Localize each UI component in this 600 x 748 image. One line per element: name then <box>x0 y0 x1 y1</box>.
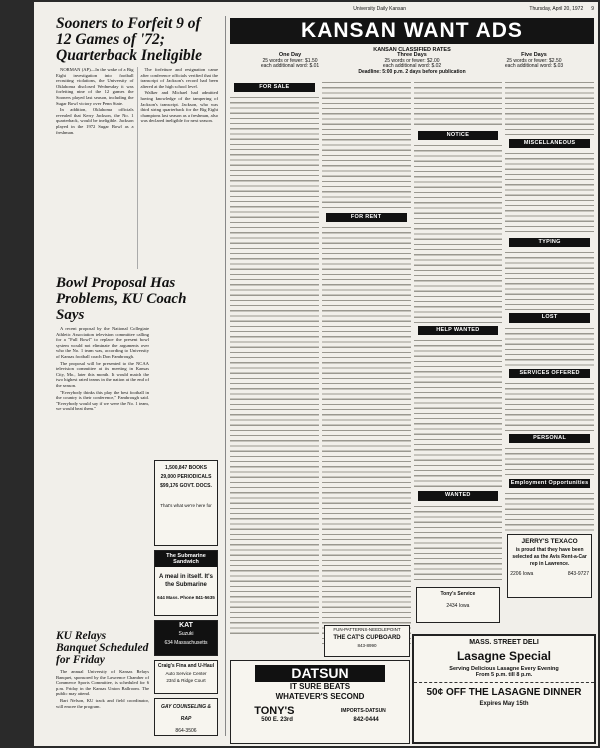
ad-text-block <box>414 338 503 488</box>
story2-body <box>56 326 149 626</box>
ad-line: A meal in itself. It's the Submarine <box>159 574 213 588</box>
ad-text-block <box>414 143 503 323</box>
ad-line: 644 Mass. Phone 841-5635 <box>157 595 215 600</box>
ad-line: TONY'S <box>254 705 295 717</box>
story1-headline: Sooners to Forfeit 9 of 12 Games of '72; Quarterback Ineligible <box>56 15 202 64</box>
ad-line: Expires May 15th <box>479 701 529 707</box>
classified-col-2 <box>322 80 411 648</box>
section-miscellaneous: MISCELLANEOUS <box>509 139 590 148</box>
ad-line: is proud that they have been selected as the Avis Rent-a-Car rep in Lawrence. <box>512 547 587 568</box>
ad-line: The Submarine Sandwich <box>155 551 217 567</box>
ad-text-block <box>505 250 594 310</box>
story3-paragraph: Bart Nelson, KU track and field coordinator, will emcee the program. <box>56 697 149 709</box>
ad-line: 634 Massachusetts <box>164 640 208 646</box>
ad-text-block <box>322 225 411 645</box>
ad-line: 500 E. 23rd <box>261 717 293 723</box>
column-rule <box>225 16 226 736</box>
kat-ad <box>154 620 218 656</box>
story2-headline: Bowl Proposal Has Problems, KU Coach Says <box>56 275 187 323</box>
rate-three-days <box>352 53 472 75</box>
ad-line: $99,176 GOVT. DOCS. <box>160 483 212 489</box>
story1-paragraph: The forfeiture and resignation came after conference officials verified that the transcript of Jackson's record had been altered at the high school level. <box>140 67 218 89</box>
ad-line: 23rd & Ridge Court <box>166 678 206 683</box>
ad-line: KAT <box>179 622 193 629</box>
section-wanted: WANTED <box>418 491 499 500</box>
ad-line: Lasagne Special <box>456 649 552 663</box>
datsun-footer <box>231 705 409 717</box>
rate-one-day <box>230 53 350 70</box>
section-notice: NOTICE <box>418 131 499 140</box>
rate-title: Five Days <box>521 52 547 58</box>
rate-line: 25 words or fewer: $2.50 <box>506 57 562 64</box>
rate-line: each additional word: $.01 <box>260 63 320 70</box>
tonys-service-ad <box>416 587 501 623</box>
ad-text-block <box>505 446 594 476</box>
deli-ad <box>412 634 596 744</box>
story2-paragraph: "Everybody thinks this play the best football in the country is their conference," Fambrough said. "Everybody would say if we were the No. 1 team, we would beat them." <box>56 389 149 412</box>
gay-counseling-ad <box>154 698 218 736</box>
ad-line: Serving Delicious Lasagne Every Evening <box>449 666 559 672</box>
story3-headline: KU Relays Banquet Scheduled for Friday <box>56 630 149 666</box>
ad-line: 2206 Iowa <box>510 571 534 578</box>
running-header <box>230 6 594 14</box>
rate-line: each additional word: $.03 <box>504 63 564 70</box>
ad-text-block <box>505 80 594 136</box>
ad-line: Suzuki <box>178 631 194 637</box>
classified-col-3 <box>414 80 503 648</box>
story1-body <box>56 67 218 269</box>
section-for-sale: FOR SALE <box>234 83 315 92</box>
ad-line: 864-3506 <box>175 728 197 734</box>
section-for-rent: FOR RENT <box>326 213 407 222</box>
story1-paragraph: NORMAN (AP)—In the wake of a Big Eight investigation into football recruiting violations, the University of Oklahoma disclosed Wednesday it was forfeiting nine of the 12 games the Sooners played last season, including the Sugar Bowl victory over Penn State. <box>56 67 134 106</box>
ad-line: 842-0444 <box>353 717 379 723</box>
ad-text-block <box>322 80 411 210</box>
library-ad <box>154 460 218 546</box>
rate-line: each additional word: $.02 <box>382 63 442 70</box>
section-personal: PERSONAL <box>509 434 590 443</box>
ad-text-block <box>414 80 503 128</box>
section-employment: Employment Opportunities <box>509 479 590 488</box>
section-help-wanted: HELP WANTED <box>418 326 499 335</box>
story2-paragraph: A recent proposal by the National Collegiate Athletic Association television committee calling for a "Full Bowl" to replace the present bowl system would not eliminate the arguments over who the No. 1 team was, according to University of Kansas football coach Don Fambrough. <box>56 326 149 359</box>
ad-text-block <box>230 95 319 635</box>
ad-line: GAY COUNSELING & RAP <box>160 704 212 722</box>
ad-text-block <box>505 326 594 366</box>
want-ads-banner: KANSAN WANT ADS <box>230 18 594 44</box>
rate-title: One Day <box>278 52 302 58</box>
section-services-offered: SERVICES OFFERED <box>509 369 590 378</box>
classified-col-1 <box>230 80 319 648</box>
rate-five-days <box>474 53 594 70</box>
ad-line: 843-9727 <box>567 571 589 578</box>
ad-line: THE CAT'S CUPBOARD <box>333 635 401 641</box>
ad-line: Craig's Fina and U-Haul <box>157 663 215 669</box>
section-lost: LOST <box>509 313 590 322</box>
ad-line: Tony's Service <box>440 590 476 597</box>
newspaper-page <box>34 2 598 746</box>
ad-line: Auto Service Center <box>165 671 207 676</box>
ad-line: 843-8990 <box>357 643 377 648</box>
ad-line: 2434 Iowa <box>446 602 470 609</box>
ad-line: FUN-PATTERNS-NEEDLEPOINT <box>333 627 401 632</box>
story3-paragraph: The annual University of Kansas Relays Banquet, sponsored by the Lawrence Chamber of Commerce Sports Committee, is scheduled for 6 p.m. Friday in the Kansas Union Ballroom. The public may attend. <box>56 669 149 697</box>
datsun-address <box>231 717 409 723</box>
ad-line: From 5 p.m. till 8 p.m. <box>475 672 533 678</box>
ad-text-block <box>505 491 594 531</box>
page-number: 9 <box>591 6 594 12</box>
rates-title: KANSAN CLASSIFIED RATES <box>373 47 451 53</box>
datsun-ad <box>230 660 410 744</box>
ad-line: DATSUN <box>255 665 385 682</box>
rate-line: 25 words or fewer: $2.00 <box>384 57 440 64</box>
ad-text-block <box>505 381 594 431</box>
classified-columns <box>230 80 594 648</box>
rate-line: 25 words or fewer: $1.50 <box>262 57 318 64</box>
story3-body <box>56 669 149 709</box>
deadline: Deadline: 5:00 p.m. 2 days before publication <box>358 68 466 75</box>
ad-line: JERRY'S TEXACO <box>521 538 578 546</box>
section-typing: TYPING <box>509 238 590 247</box>
left-ads <box>154 460 218 740</box>
story1-paragraph: Walker and Michael had admitted having knowledge of the tampering of Jackson's transcript. Jackson, who was third string quarterback for the Big Eight champions last season as a freshman, also was declared ineligible for next season. <box>140 90 218 124</box>
story1-paragraph: In addition, Oklahoma officials revealed that Kerry Jackson, the No. 1 quarterback, would be ineligible. Jackson played in the 1972 Sugar Bowl as a freshman. <box>56 107 134 135</box>
submarine-ad <box>154 550 218 616</box>
craigs-ad <box>154 660 218 694</box>
ad-text-block <box>414 504 503 584</box>
ad-line: IT SURE BEATS <box>289 682 351 691</box>
classified-col-4 <box>505 80 594 648</box>
story2-paragraph: The proposal will be presented to the NCAA television committee at its meeting in Kansas City, Mo., later this month. It would match the two highest rated teams in the nation at the end of the season. <box>56 360 149 388</box>
issue-date: Thursday, April 20, 1972 <box>529 6 584 12</box>
ad-line: MASS. STREET DELI <box>469 639 539 646</box>
texaco-footer <box>510 571 589 578</box>
paper-name: University Daily Kansan <box>353 6 407 12</box>
rate-title: Three Days <box>397 52 427 58</box>
ad-line: That's what we're here for <box>160 503 212 508</box>
texaco-ad <box>507 534 592 598</box>
cupboard-ad <box>324 625 410 657</box>
ad-line: 1,500,847 BOOKS <box>165 465 207 471</box>
ad-line: WHATEVER'S SECOND <box>275 692 365 701</box>
ad-text-block <box>505 151 594 235</box>
ad-line: 50¢ OFF THE LASAGNE DINNER <box>414 682 594 698</box>
ad-line: IMPORTS-DATSUN <box>340 708 386 714</box>
ad-line: 29,000 PERIODICALS <box>160 474 212 480</box>
